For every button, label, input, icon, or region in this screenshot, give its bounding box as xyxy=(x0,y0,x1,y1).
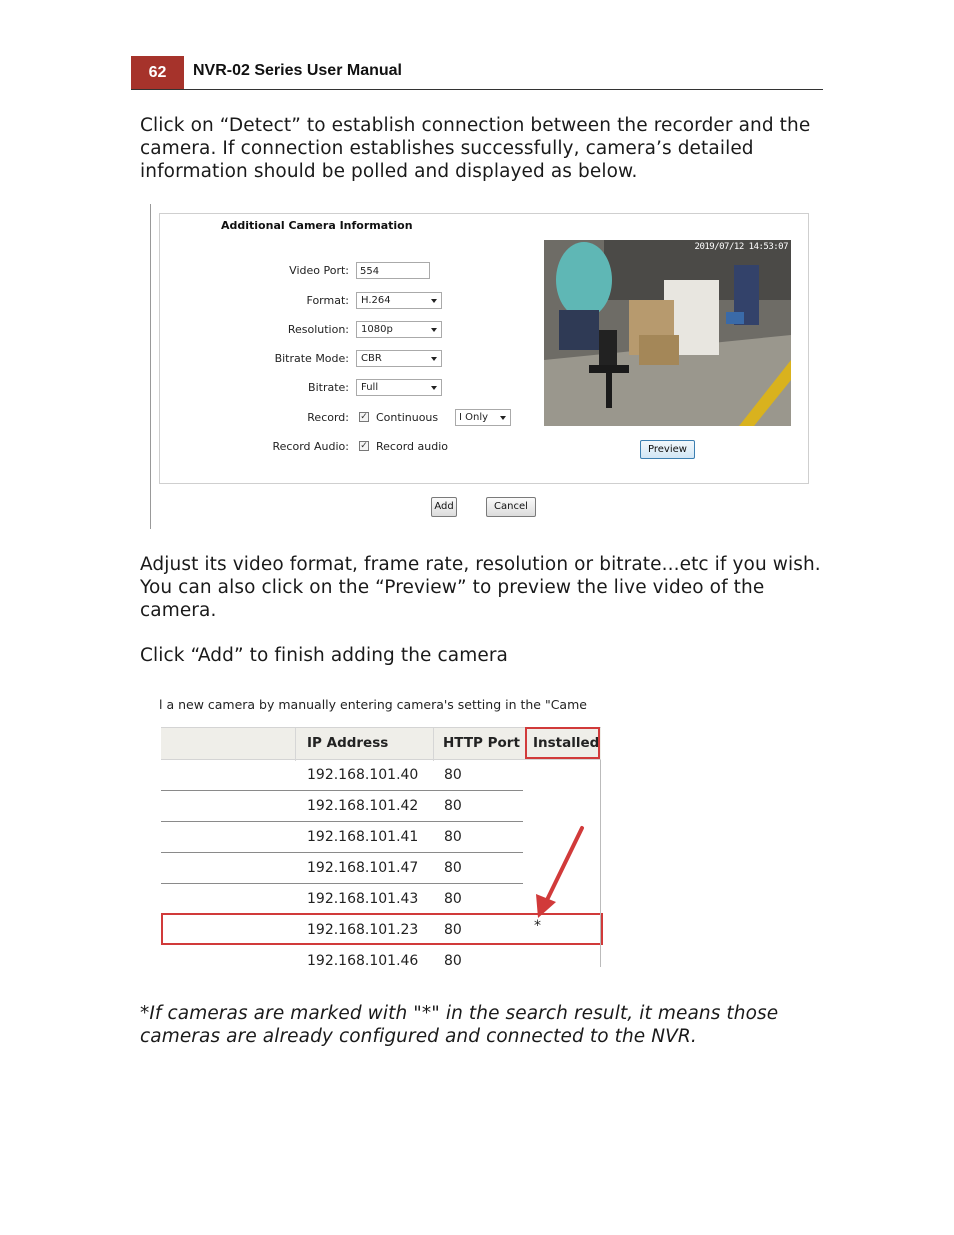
cancel-button[interactable]: Cancel xyxy=(486,497,536,517)
table-row[interactable] xyxy=(161,884,523,915)
record-frame-select[interactable] xyxy=(455,409,511,426)
preview-button[interactable]: Preview xyxy=(640,440,695,459)
page-number: 62 xyxy=(131,56,184,90)
preview-timestamp: 2019/07/12 14:53:07 xyxy=(694,242,788,252)
format-label: Format: xyxy=(306,294,349,307)
manual-title: NVR-02 Series User Manual xyxy=(193,62,402,79)
video-port-input[interactable]: 554 xyxy=(356,262,430,279)
ip-cell: 192.168.101.41 xyxy=(307,829,419,845)
table-row[interactable] xyxy=(161,760,523,791)
table-row[interactable] xyxy=(161,946,523,967)
installed-marker: * xyxy=(534,918,541,934)
table-row[interactable] xyxy=(161,822,523,853)
camera-preview-image xyxy=(544,240,791,426)
bitrate-select[interactable] xyxy=(356,379,442,396)
bitrate-label: Bitrate: xyxy=(308,381,349,394)
format-select[interactable] xyxy=(356,292,442,309)
chevron-down-icon xyxy=(431,357,437,361)
ip-cell: 192.168.101.23 xyxy=(307,922,419,938)
bitrate-value: Full xyxy=(361,382,379,393)
chevron-down-icon xyxy=(431,299,437,303)
installed-highlight-box xyxy=(525,727,600,759)
column-divider xyxy=(295,728,296,761)
paragraph-detect: Click on “Detect” to establish connection between the recorder and the camera. If connection establishes successfully, camera’s detailed information should be polled and displayed as below. xyxy=(140,115,811,182)
record-audio-label: Record Audio: xyxy=(272,440,349,453)
column-http-port[interactable]: HTTP Port xyxy=(443,735,520,751)
resolution-value: 1080p xyxy=(361,324,393,335)
paragraph-add: Click “Add” to finish adding the camera xyxy=(140,645,508,666)
record-audio-checkbox-label: Record audio xyxy=(376,440,448,453)
screenshot-edge xyxy=(150,204,151,529)
column-installed[interactable]: Installed xyxy=(533,735,600,751)
bitrate-mode-select[interactable] xyxy=(356,350,442,367)
port-cell: 80 xyxy=(444,922,462,938)
video-port-label: Video Port: xyxy=(289,264,349,277)
column-divider xyxy=(433,728,434,761)
resolution-label: Resolution: xyxy=(287,323,349,336)
record-continuous-checkbox[interactable]: ✓ xyxy=(360,412,368,422)
ip-cell: 192.168.101.46 xyxy=(307,953,419,967)
red-arrow-icon xyxy=(520,822,590,922)
chevron-down-icon xyxy=(500,416,506,420)
ip-cell: 192.168.101.40 xyxy=(307,767,419,783)
chevron-down-icon xyxy=(431,328,437,332)
resolution-select[interactable] xyxy=(356,321,442,338)
camera-scene-graphic xyxy=(544,240,791,426)
paragraph-note: *If cameras are marked with "*" in the search result, it means those cameras are already configured and connected to the NVR. xyxy=(140,1003,779,1047)
table-row[interactable] xyxy=(161,791,523,822)
port-cell: 80 xyxy=(444,767,462,783)
port-cell: 80 xyxy=(444,798,462,814)
bitrate-mode-label: Bitrate Mode: xyxy=(274,352,349,365)
bitrate-mode-value: CBR xyxy=(361,353,382,364)
record-continuous-label: Continuous xyxy=(376,411,439,424)
paragraph-adjust: Adjust its video format, frame rate, resolution or bitrate...etc if you wish. You can also click on the “Preview” to preview the live video of the camera. xyxy=(140,554,821,621)
format-value: H.264 xyxy=(361,295,391,306)
search-caption: l a new camera by manually entering camera's setting in the "Came xyxy=(159,697,587,712)
table-right-border xyxy=(600,760,601,967)
table-row[interactable] xyxy=(161,853,523,884)
additional-camera-info-panel xyxy=(159,213,809,484)
column-ip-address[interactable]: IP Address xyxy=(307,735,389,751)
ip-cell: 192.168.101.42 xyxy=(307,798,419,814)
record-frame-value: I Only xyxy=(459,412,489,423)
record-audio-checkbox[interactable]: ✓ xyxy=(360,441,368,451)
port-cell: 80 xyxy=(444,829,462,845)
port-cell: 80 xyxy=(444,860,462,876)
record-label: Record: xyxy=(307,411,349,424)
chevron-down-icon xyxy=(431,386,437,390)
panel-title: Additional Camera Information xyxy=(221,219,413,232)
port-cell: 80 xyxy=(444,953,462,967)
port-cell: 80 xyxy=(444,891,462,907)
add-button[interactable]: Add xyxy=(431,497,457,517)
header-divider xyxy=(131,89,823,90)
ip-cell: 192.168.101.43 xyxy=(307,891,419,907)
ip-cell: 192.168.101.47 xyxy=(307,860,419,876)
